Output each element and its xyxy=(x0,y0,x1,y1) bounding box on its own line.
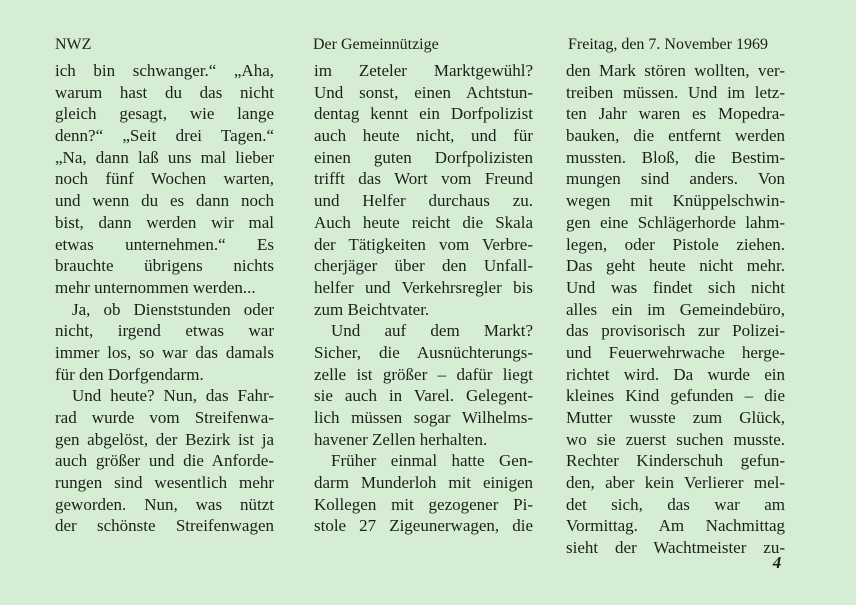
text-line: Kollegen mit gezogener Pi- xyxy=(314,494,533,514)
column-3 xyxy=(566,60,785,559)
text-line: Auch heute reicht die Skala xyxy=(314,212,533,232)
article-columns xyxy=(55,60,785,559)
text-line: richtet wird. Da wurde ein xyxy=(566,364,785,384)
text-line: bauken, die entfernt werden xyxy=(566,126,785,146)
text-line: bist, dann werden wir mal xyxy=(55,212,274,232)
text-line: Und auf dem Markt? xyxy=(331,321,533,341)
text-line: ten Jahr waren es Mopedra- xyxy=(566,104,785,124)
text-line: und Helfer durchaus zu. xyxy=(314,191,533,211)
text-line: zum Beichtvater. xyxy=(314,299,430,319)
text-line: noch fünf Wochen warten, xyxy=(55,169,274,189)
header-date: Freitag, den 7. November 1969 xyxy=(568,36,768,53)
text-line: und Feuerwehrwache herge- xyxy=(566,342,785,362)
text-line: Sicher, die Ausnüchterungs- xyxy=(314,342,533,362)
text-line: dentag kennt ein Dorfpolizist xyxy=(314,104,533,124)
text-line: immer los, so war das damals xyxy=(55,342,274,362)
text-line: und wenn du es dann noch xyxy=(55,191,274,211)
text-line: Und was findet sich nicht xyxy=(566,277,785,297)
text-line: Mutter wusste zum Glück, xyxy=(566,408,785,427)
text-line: wegen mit Knüppelschwin- xyxy=(566,191,785,211)
text-line: den, aber kein Verlierer mel- xyxy=(566,473,785,493)
text-line: mehr unternommen werden... xyxy=(55,277,256,297)
text-line: helfer und Verkehrsregler bis xyxy=(314,277,533,297)
text-line: warum hast du das nicht xyxy=(55,82,274,102)
text-line: lich müssen sogar Wilhelms- xyxy=(314,408,533,427)
text-line: der Tätigkeiten vom Verbre- xyxy=(314,234,533,254)
text-line: für den Dorfgendarm. xyxy=(55,364,204,384)
text-line: darm Munderloh mit einigen xyxy=(314,473,533,493)
column-2 xyxy=(314,60,533,559)
text-line: rungen sind wesentlich mehr xyxy=(55,473,274,493)
text-line: sie auch in Varel. Gelegent- xyxy=(314,386,533,406)
text-line: einen guten Dorfpolizisten xyxy=(314,147,533,167)
text-line: im Zeteler Marktgewühl? xyxy=(314,61,533,80)
text-line: ich bin schwanger.“ „Aha, xyxy=(55,61,274,80)
text-line: Das geht heute nicht mehr. xyxy=(566,256,785,276)
text-line: gen abgelöst, der Bezirk ist ja xyxy=(55,429,274,449)
column-1 xyxy=(55,60,274,559)
header-publication-abbr: NWZ xyxy=(55,36,92,53)
text-line: sieht der Wachtmeister zu- xyxy=(566,538,785,558)
text-line: gleich gesagt, wie lange xyxy=(55,104,274,124)
text-line: auch größer und die Anforde- xyxy=(55,451,274,471)
page-number: 4 xyxy=(772,553,782,572)
text-line: geworden. Nun, was nützt xyxy=(55,494,274,514)
text-line: rad wurde vom Streifenwa- xyxy=(55,408,274,427)
text-line: Und sonst, einen Achtstun- xyxy=(314,82,533,102)
text-line: zelle ist größer – dafür liegt xyxy=(314,364,533,384)
text-line: legen, oder Pistole ziehen. xyxy=(566,234,785,254)
text-line: gen eine Schlägerhorde lahm- xyxy=(566,212,785,232)
text-line: cherjäger über den Unfall- xyxy=(314,256,533,276)
text-line: mungen sind anders. Von xyxy=(566,169,785,189)
text-line: havener Zellen herhalten. xyxy=(314,429,488,449)
header-publication-title: Der Gemeinnützige xyxy=(313,36,439,53)
text-line: Vormittag. Am Nachmittag xyxy=(566,516,785,536)
text-line: Früher einmal hatte Gen- xyxy=(331,451,533,471)
text-line: „Na, dann laß uns mal lieber xyxy=(55,147,274,167)
text-line: kleines Kind gefunden – die xyxy=(566,386,785,406)
text-line: brauchte übrigens nichts xyxy=(55,256,274,276)
text-line: trifft das Wort vom Freund xyxy=(314,169,533,189)
text-line: denn?“ „Seit drei Tagen.“ xyxy=(55,126,274,146)
text-line: Und heute? Nun, das Fahr- xyxy=(72,386,274,406)
text-line: etwas unternehmen.“ Es xyxy=(55,234,274,254)
text-line: wo sie zuerst suchen musste. xyxy=(566,429,785,449)
text-line: treiben müssen. Und im letz- xyxy=(566,82,785,102)
text-line: der schönste Streifenwagen xyxy=(55,516,274,536)
text-line: das provisorisch zur Polizei- xyxy=(566,321,785,341)
text-line: stole 27 Zigeunerwagen, die xyxy=(314,516,533,536)
text-line: det sich, das war am xyxy=(566,494,785,514)
text-line: auch heute nicht, und für xyxy=(314,126,533,146)
text-line: mussten. Bloß, die Bestim- xyxy=(566,147,785,167)
text-line: den Mark stören wollten, ver- xyxy=(566,61,785,80)
text-line: alles ein im Gemeindebüro, xyxy=(566,299,785,319)
text-line: Ja, ob Dienststunden oder xyxy=(72,299,274,319)
text-line: Rechter Kinderschuh gefun- xyxy=(566,451,785,471)
text-line: nicht, irgend etwas war xyxy=(55,321,274,341)
